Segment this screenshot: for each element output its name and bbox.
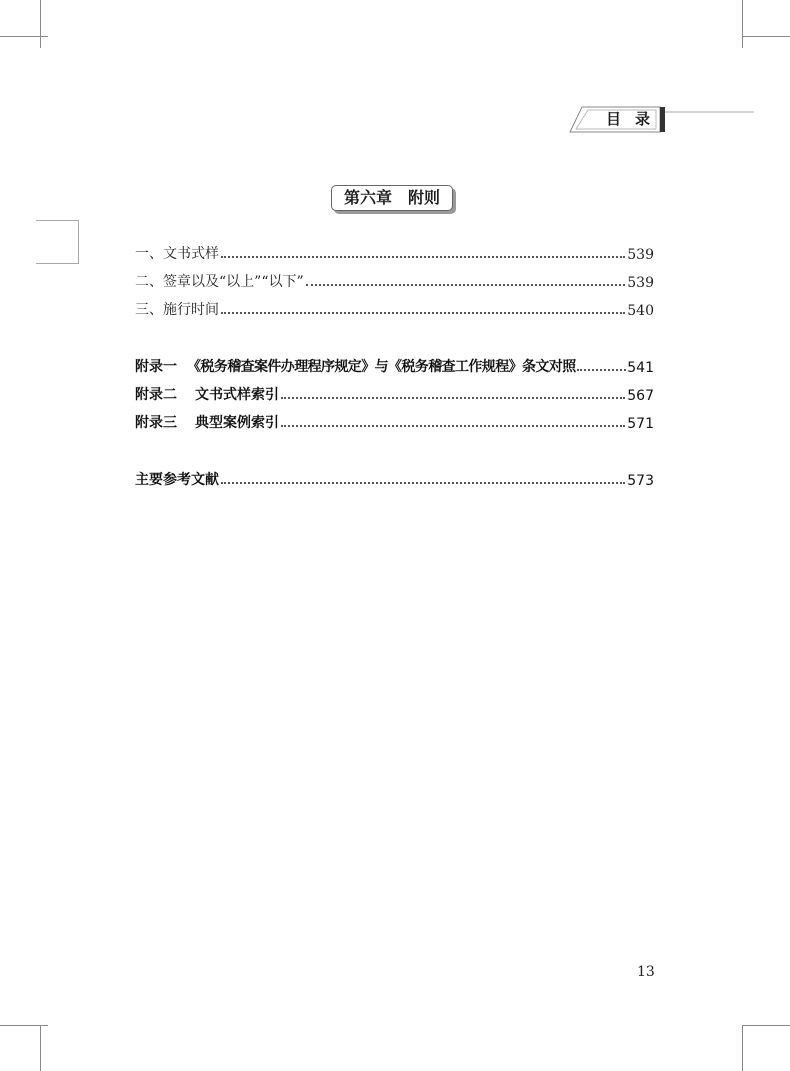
margin-decoration bbox=[36, 220, 79, 264]
appendix-title: 典型案例索引 bbox=[195, 415, 279, 431]
toc-entry-label: 主要参考文献 bbox=[135, 472, 219, 488]
page-number: 13 bbox=[637, 964, 655, 980]
toc-entry-label bbox=[135, 412, 279, 432]
leader-dots bbox=[221, 255, 625, 258]
toc-entry-appendix-2[interactable] bbox=[135, 384, 654, 404]
toc-entry-page: 539 bbox=[627, 275, 654, 291]
leader-dots bbox=[281, 396, 625, 399]
chapter-heading bbox=[331, 185, 457, 211]
toc-entry-label: 一、文书式样 bbox=[135, 246, 219, 262]
toc-entry-page: 571 bbox=[627, 416, 654, 432]
toc-entry-page: 541 bbox=[627, 360, 654, 376]
leader-dots bbox=[221, 481, 625, 484]
toc-entry-label bbox=[135, 384, 279, 404]
appendix-title: 《税务稽查案件办理程序规定》与《税务稽查工作规程》条文对照 bbox=[187, 359, 576, 375]
toc-entry-page: 573 bbox=[627, 473, 654, 489]
leader-dots bbox=[306, 283, 626, 286]
toc-entry-section-1[interactable] bbox=[135, 243, 654, 263]
toc-entry-label: 二、签章以及“以上”“以下” bbox=[135, 274, 304, 290]
toc-entry-appendix-3[interactable] bbox=[135, 412, 654, 432]
toc-entry-page: 567 bbox=[627, 388, 654, 404]
leader-dots bbox=[221, 311, 625, 314]
appendix-title: 文书式样索引 bbox=[195, 387, 279, 403]
toc-entry-label bbox=[135, 356, 576, 376]
appendix-number: 附录一 bbox=[135, 359, 177, 375]
toc-entry-references[interactable] bbox=[135, 469, 654, 489]
toc-entry-page: 539 bbox=[627, 247, 654, 263]
chapter-title: 第六章 附则 bbox=[331, 185, 453, 211]
toc-entry-section-3[interactable] bbox=[135, 299, 654, 319]
toc-entry-section-2[interactable] bbox=[135, 271, 654, 291]
leader-dots bbox=[281, 424, 625, 427]
toc-entry-appendix-1[interactable] bbox=[135, 356, 654, 376]
appendix-number: 附录二 bbox=[135, 387, 177, 403]
toc-entry-page: 540 bbox=[627, 303, 654, 319]
appendix-number: 附录三 bbox=[135, 415, 177, 431]
toc-entry-label: 三、施行时间 bbox=[135, 302, 219, 318]
leader-dots bbox=[577, 368, 627, 371]
header-label: 目录 bbox=[606, 110, 665, 128]
